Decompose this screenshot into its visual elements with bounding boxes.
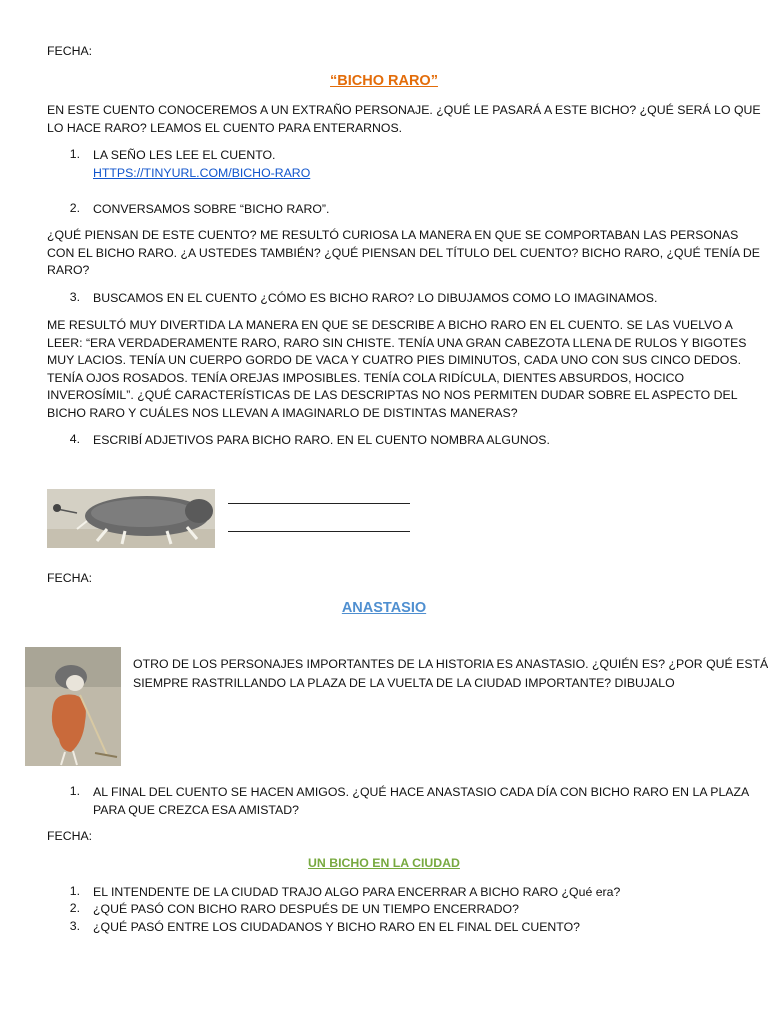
list-item-text: ¿QUÉ PASÓ ENTRE LOS CIUDADANOS Y BICHO RARO EN EL FINAL DEL CUENTO? xyxy=(93,920,580,934)
paragraph-line: RARO? xyxy=(47,263,90,278)
intro-line: EN ESTE CUENTO CONOCEREMOS A UN EXTRAÑO PERSONAJE. ¿QUÉ LE PASARÁ A ESTE BICHO? ¿QUÉ SERÁ LO QUE xyxy=(47,103,761,117)
list-number: 3. xyxy=(69,919,80,933)
list-number: 4. xyxy=(69,432,80,446)
description-paragraph xyxy=(47,317,747,423)
title-anastasio: ANASTASIO xyxy=(341,600,427,616)
list-number: 2. xyxy=(69,901,80,915)
list-item-text: BUSCAMOS EN EL CUENTO ¿CÓMO ES BICHO RARO? LO DIBUJAMOS COMO LO IMAGINAMOS. xyxy=(93,291,658,305)
answer-line[interactable] xyxy=(228,531,410,532)
date-label: FECHA: xyxy=(47,44,93,58)
bicho-raro-illustration xyxy=(47,489,215,548)
list-item-text: LA SEÑO LES LEE EL CUENTO. xyxy=(93,148,276,162)
list-number: 2. xyxy=(69,201,80,215)
anastasio-paragraph xyxy=(133,656,768,692)
paragraph-line: LEER: “ERA VERDADERAMENTE RARO, RARO SIN CHISTE. TENÍA UNA GRAN CABEZOTA LLENA DE RULOS Y BIGOTES xyxy=(47,335,747,350)
list-number: 3. xyxy=(69,290,80,304)
date-label: FECHA: xyxy=(47,829,93,843)
list-item-text: ESCRIBÍ ADJETIVOS PARA BICHO RARO. EN EL CUENTO NOMBRA ALGUNOS. xyxy=(93,433,550,447)
list-item xyxy=(93,147,310,182)
paragraph-line: OTRO DE LOS PERSONAJES IMPORTANTES DE LA HISTORIA ES ANASTASIO. ¿QUIÉN ES? ¿POR QUÉ ESTÁ xyxy=(133,657,768,671)
intro-line: LO HACE RARO? LEAMOS EL CUENTO PARA ENTERARNOS. xyxy=(47,120,403,135)
date-label: FECHA: xyxy=(47,571,93,585)
paragraph-line: ME RESULTÓ MUY DIVERTIDA LA MANERA EN QUE SE DESCRIBE A BICHO RARO EN EL CUENTO. SE LAS VUELVO A xyxy=(47,318,733,332)
paragraph-line: MUY LACIOS. TENÍA UN CUERPO GORDO DE VACA Y CUATRO PIES DIMINUTOS, CADA UNO CON SUS CINCO DEDOS. xyxy=(47,353,741,368)
list-item-text: ¿QUÉ PASÓ CON BICHO RARO DESPUÉS DE UN TIEMPO ENCERRADO? xyxy=(93,902,519,916)
story-link[interactable]: HTTPS://TINYURL.COM/BICHO-RARO xyxy=(93,165,311,180)
paragraph-line: ¿QUÉ PIENSAN DE ESTE CUENTO? ME RESULTÓ CURIOSA LA MANERA EN QUE SE COMPORTABAN LAS PERSONAS xyxy=(47,228,739,242)
list-item xyxy=(93,784,750,819)
intro-paragraph xyxy=(47,102,761,137)
answer-line[interactable] xyxy=(228,503,410,504)
list-number: 1. xyxy=(69,884,80,898)
bicho-raro-drawing xyxy=(47,489,215,548)
list-number: 1. xyxy=(69,147,80,161)
list-number: 1. xyxy=(69,784,80,798)
paragraph-line: TENÍA OJOS ROSADOS. TENÍA OREJAS IMPOSIBLES. TENÍA COLA RIDÍCULA, DIENTES ABSURDOS, HOCICO xyxy=(47,370,685,385)
anastasio-drawing xyxy=(25,647,121,766)
paragraph-line: CON EL BICHO RARO. ¿A USTEDES TAMBIÉN? ¿QUÉ PIENSAN DEL TÍTULO DEL CUENTO? BICHO RARO, ¿QUÉ TENÍA DE xyxy=(47,245,760,260)
list-item-text: EL INTENDENTE DE LA CIUDAD TRAJO ALGO PARA ENCERRAR A BICHO RARO ¿Qué era? xyxy=(93,885,621,899)
list-item-text: AL FINAL DEL CUENTO SE HACEN AMIGOS. ¿QUÉ HACE ANASTASIO CADA DÍA CON BICHO RARO EN LA PLAZA xyxy=(93,785,750,799)
anastasio-illustration xyxy=(25,647,121,766)
title-bicho-raro: “BICHO RARO” xyxy=(330,73,438,89)
list-item-text: CONVERSAMOS SOBRE “BICHO RARO”. xyxy=(93,202,330,216)
paragraph-line: SIEMPRE RASTRILLANDO LA PLAZA DE LA VUELTA DE LA CIUDAD IMPORTANTE? DIBUJALO xyxy=(133,675,675,690)
discussion-paragraph xyxy=(47,227,760,280)
paragraph-line: BICHO RARO Y CUÁLES NOS LLEVAN A IMAGINARLO DE DISTINTAS MANERAS? xyxy=(47,405,518,420)
paragraph-line: INVEROSÍMIL”. ¿QUÉ CARACTERÍSTICAS DE LAS DESCRIPTAS NO NOS PERMITEN DUDAR SOBRE EL ASPECTO DEL xyxy=(47,388,738,403)
list-item-text: PARA QUE CREZCA ESA AMISTAD? xyxy=(93,802,299,817)
title-un-bicho-en-la-ciudad: UN BICHO EN LA CIUDAD xyxy=(308,856,460,870)
